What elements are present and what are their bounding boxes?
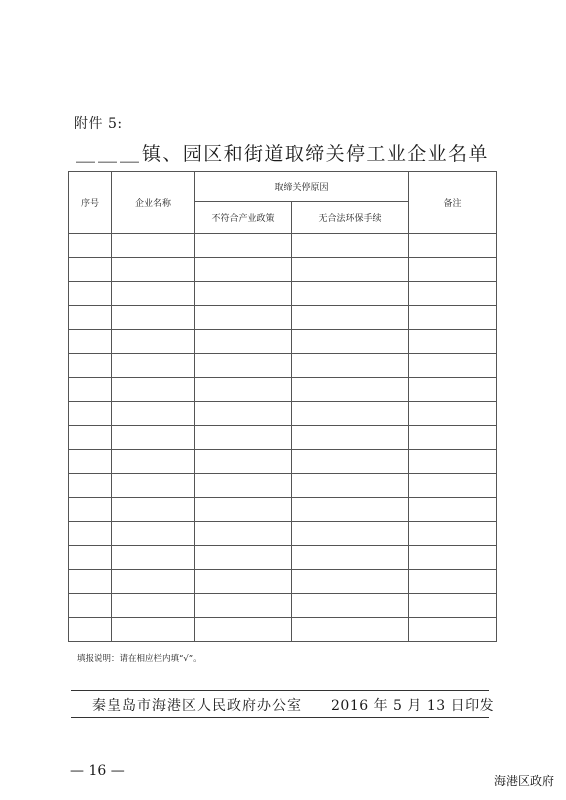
header-remarks: 备注	[409, 172, 497, 234]
cell-serial	[69, 450, 112, 474]
cell-reason-environmental	[292, 258, 409, 282]
table-body	[69, 234, 497, 642]
page-number: — 16 —	[70, 763, 125, 779]
cell-remarks	[409, 522, 497, 546]
cell-company-name	[112, 498, 195, 522]
header-reason-environmental: 无合法环保手续	[292, 202, 409, 234]
watermark: 海港区政府	[493, 774, 554, 788]
cell-reason-policy	[195, 546, 292, 570]
cell-serial	[69, 522, 112, 546]
cell-reason-environmental	[292, 546, 409, 570]
table-row	[69, 450, 497, 474]
cell-serial	[69, 258, 112, 282]
cell-reason-policy	[195, 282, 292, 306]
header-serial: 序号	[69, 172, 112, 234]
cell-serial	[69, 546, 112, 570]
table-row	[69, 330, 497, 354]
cell-reason-policy	[195, 378, 292, 402]
table-row	[69, 378, 497, 402]
cell-reason-environmental	[292, 234, 409, 258]
table-row	[69, 498, 497, 522]
imprint-top-rule	[71, 690, 489, 691]
cell-reason-environmental	[292, 474, 409, 498]
cell-reason-policy	[195, 258, 292, 282]
cell-company-name	[112, 354, 195, 378]
cell-serial	[69, 426, 112, 450]
cell-reason-policy	[195, 402, 292, 426]
cell-remarks	[409, 282, 497, 306]
table-row	[69, 282, 497, 306]
cell-reason-environmental	[292, 330, 409, 354]
issue-date: 2016 年 5 月 13 日印发	[331, 698, 495, 714]
cell-company-name	[112, 546, 195, 570]
cell-company-name	[112, 378, 195, 402]
cell-reason-policy	[195, 594, 292, 618]
cell-reason-environmental	[292, 618, 409, 642]
cell-remarks	[409, 354, 497, 378]
table-row	[69, 594, 497, 618]
cell-serial	[69, 474, 112, 498]
cell-company-name	[112, 330, 195, 354]
table-row	[69, 618, 497, 642]
table-row	[69, 402, 497, 426]
cell-reason-policy	[195, 354, 292, 378]
cell-serial	[69, 402, 112, 426]
title-text: 镇、园区和街道取缔关停工业企业名单	[142, 143, 489, 165]
cell-remarks	[409, 330, 497, 354]
table-row	[69, 474, 497, 498]
table-row	[69, 546, 497, 570]
cell-serial	[69, 378, 112, 402]
cell-reason-environmental	[292, 426, 409, 450]
cell-serial	[69, 306, 112, 330]
cell-serial	[69, 234, 112, 258]
cell-reason-policy	[195, 330, 292, 354]
attachment-label: 附件 5:	[74, 116, 123, 132]
cell-reason-policy	[195, 498, 292, 522]
cell-remarks	[409, 402, 497, 426]
cell-company-name	[112, 474, 195, 498]
cell-company-name	[112, 594, 195, 618]
cell-company-name	[112, 450, 195, 474]
cell-serial	[69, 330, 112, 354]
cell-reason-policy	[195, 474, 292, 498]
cell-remarks	[409, 450, 497, 474]
header-reason-policy: 不符合产业政策	[195, 202, 292, 234]
cell-reason-environmental	[292, 402, 409, 426]
cell-remarks	[409, 258, 497, 282]
cell-remarks	[409, 306, 497, 330]
cell-company-name	[112, 258, 195, 282]
cell-company-name	[112, 618, 195, 642]
cell-company-name	[112, 402, 195, 426]
cell-reason-policy	[195, 570, 292, 594]
cell-serial	[69, 594, 112, 618]
cell-serial	[69, 618, 112, 642]
header-company-name: 企业名称	[112, 172, 195, 234]
header-closure-reason: 取缔关停原因	[195, 172, 409, 202]
cell-remarks	[409, 618, 497, 642]
table-row	[69, 522, 497, 546]
cell-remarks	[409, 594, 497, 618]
cell-reason-policy	[195, 450, 292, 474]
cell-reason-environmental	[292, 306, 409, 330]
cell-remarks	[409, 570, 497, 594]
cell-company-name	[112, 234, 195, 258]
cell-reason-environmental	[292, 378, 409, 402]
cell-reason-environmental	[292, 594, 409, 618]
cell-reason-environmental	[292, 570, 409, 594]
imprint-bottom-rule	[71, 717, 489, 718]
title-blank: ＿＿＿	[76, 143, 143, 165]
cell-serial	[69, 570, 112, 594]
cell-company-name	[112, 282, 195, 306]
table-row	[69, 258, 497, 282]
cell-remarks	[409, 546, 497, 570]
cell-reason-environmental	[292, 354, 409, 378]
cell-remarks	[409, 498, 497, 522]
cell-serial	[69, 354, 112, 378]
cell-serial	[69, 498, 112, 522]
table-row	[69, 306, 497, 330]
cell-reason-environmental	[292, 498, 409, 522]
cell-reason-environmental	[292, 282, 409, 306]
cell-company-name	[112, 570, 195, 594]
cell-remarks	[409, 234, 497, 258]
cell-remarks	[409, 378, 497, 402]
cell-company-name	[112, 426, 195, 450]
table-row	[69, 354, 497, 378]
cell-reason-policy	[195, 306, 292, 330]
cell-remarks	[409, 426, 497, 450]
table-row	[69, 570, 497, 594]
cell-company-name	[112, 522, 195, 546]
company-list-table	[68, 171, 497, 642]
cell-company-name	[112, 306, 195, 330]
cell-reason-policy	[195, 426, 292, 450]
document-title	[76, 139, 516, 166]
table-row	[69, 426, 497, 450]
cell-reason-policy	[195, 234, 292, 258]
cell-remarks	[409, 474, 497, 498]
cell-serial	[69, 282, 112, 306]
cell-reason-policy	[195, 618, 292, 642]
table-row	[69, 234, 497, 258]
issuing-office: 秦皇岛市海港区人民政府办公室	[92, 698, 302, 714]
cell-reason-environmental	[292, 522, 409, 546]
cell-reason-environmental	[292, 450, 409, 474]
cell-reason-policy	[195, 522, 292, 546]
filling-instructions: 填报说明：请在相应栏内填“√”。	[77, 654, 202, 664]
